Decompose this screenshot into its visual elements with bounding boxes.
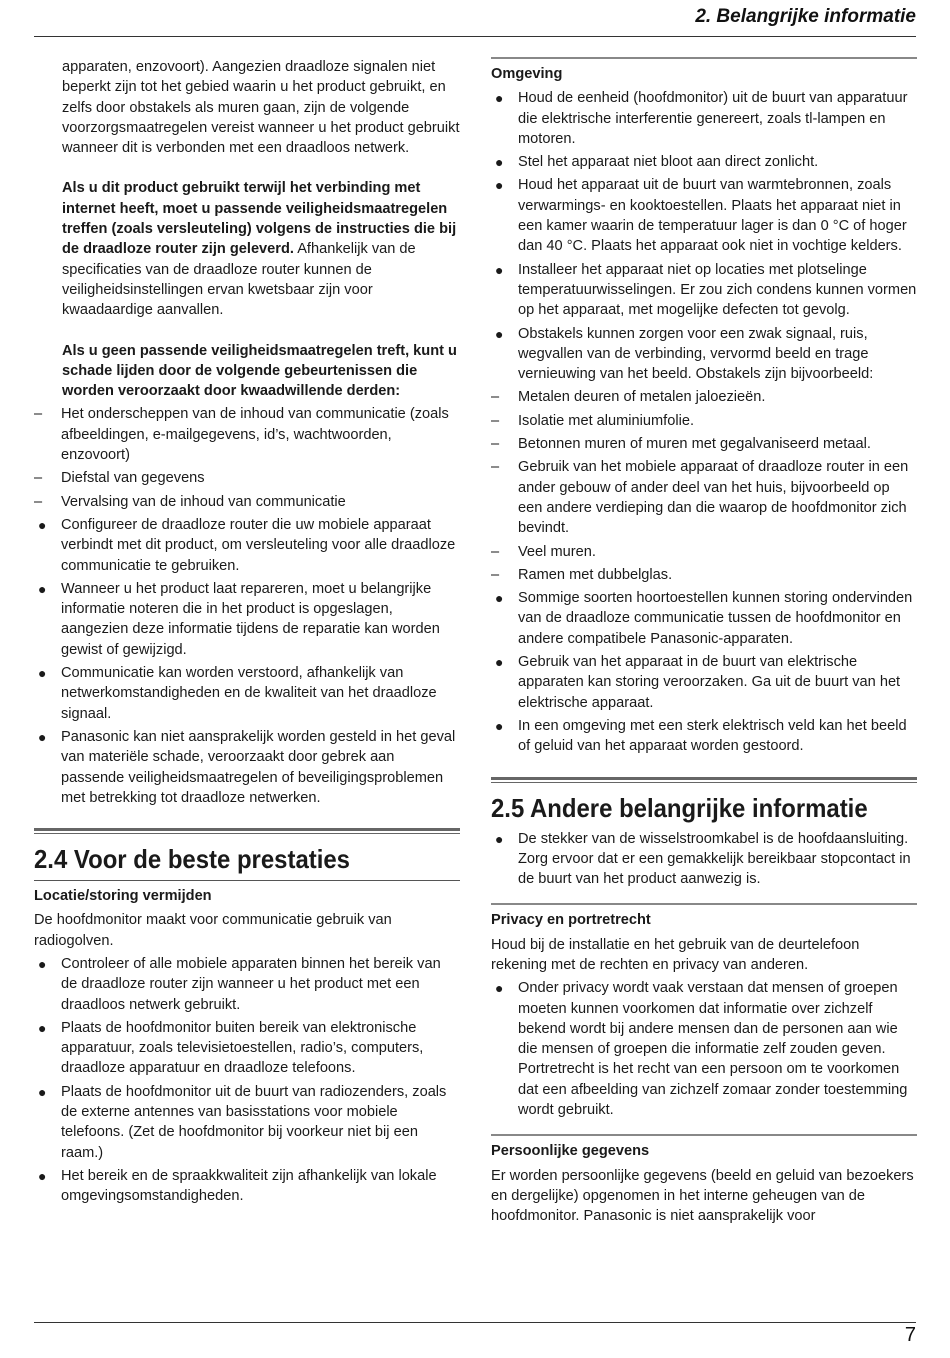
obstacle-dash-list bbox=[491, 387, 917, 585]
risk-dash-list bbox=[34, 404, 460, 511]
footer-rule bbox=[34, 1322, 916, 1323]
privacy-bullet-list bbox=[491, 978, 917, 1120]
dash-item: – Gebruik van het mobiele apparaat of draadloze router in een ander gebouw of ander deel van het huis, bijvoorbeeld op een andere verdieping dan die waarop de hoofdmonitor zich bevindt. bbox=[491, 459, 909, 537]
bullet-item: ● Controleer of alle mobiele apparaten binnen het bereik van de draadloze router zijn wanneer u het product met een draadloos netwerk gebruikt. bbox=[38, 955, 441, 1013]
bullet-item: ● Wanneer u het product laat repareren, moet u belangrijke informatie noteren die in het product is opgeslagen, aangezien deze informatie tijdens de reparatie kan worden gewist of gewijzigd. bbox=[38, 580, 440, 658]
bullet-icon: ● bbox=[495, 980, 504, 997]
dash-item: – Veel muren. bbox=[491, 543, 596, 560]
subsection-rule bbox=[491, 57, 917, 59]
subheading-personal: Persoonlijke gegevens bbox=[491, 1143, 650, 1160]
bullet-icon: ● bbox=[495, 325, 504, 342]
bullet-icon: ● bbox=[495, 90, 504, 107]
bullet-icon: ● bbox=[495, 261, 504, 278]
bullet-icon: ● bbox=[38, 955, 47, 972]
bullet-icon: ● bbox=[38, 1167, 47, 1184]
location-bullet-list bbox=[34, 954, 460, 1207]
bullet-icon: ● bbox=[495, 830, 504, 847]
bullet-item: ● Obstakels kunnen zorgen voor een zwak signaal, ruis, wegvallen van de verbinding, vervormd beeld en trage vernieuwing van het beeld. Obstakels zijn bijvoorbeeld: bbox=[495, 325, 874, 383]
warning-bold-text: Als u dit product gebruikt terwijl het verbinding met internet heeft, moet u passende veiligheidsmaatregelen treffen (zoals versleuteling) volgens de instructies die bij de draadloze router zijn geleverd. bbox=[62, 180, 457, 258]
bullet-item: ● Houd het apparaat uit de buurt van warmtebronnen, zoals verwarmings- en kooktoestellen. Plaats het apparaat niet in een kamer waarin de temperatuur lager is dan 0 °C of hoger dan 40 °C. Plaats het apparaat ook niet in vochtige kelders. bbox=[495, 177, 907, 255]
bullet-item: ● Houd de eenheid (hoofdmonitor) uit de buurt van apparatuur die elektrische interferentie genereert, zoals tl-lampen en motoren. bbox=[495, 90, 908, 147]
bullet-item: ● Plaats de hoofdmonitor uit de buurt van radiozenders, zoals de externe antennes van basisstations voor mobiele telefoons. (Zet de hoofdmonitor bij voorkeur niet bij een raam.) bbox=[38, 1083, 447, 1161]
warning-normal-text: Afhankelijk van de specificaties van de draadloze router kunnen de veiligheidsinstellingen ervan kwetsbaar zijn voor kwaadaardige aanvallen. bbox=[62, 241, 416, 319]
bullet-item: ● Onder privacy wordt vaak verstaan dat mensen of groepen moeten kunnen voorkomen dat informatie over zichzelf bekend wordt bij andere mensen dan de personen aan wie die mensen of groepen die informatie zelf zouden geven. Portretrecht is het recht van een persoon om te voorkomen dat een afbeelding van zichzelf zomaar zonder toestemming wordt gebruikt. bbox=[495, 980, 908, 1119]
bullet-icon: ● bbox=[38, 1083, 47, 1100]
dash-item: – Ramen met dubbelglas. bbox=[491, 566, 673, 583]
bullet-item: ● Het bereik en de spraakkwaliteit zijn afhankelijk van lokale omgevingsomstandigheden. bbox=[38, 1167, 437, 1205]
bullet-icon: ● bbox=[38, 728, 47, 745]
dash-item: – Het onderscheppen van de inhoud van communicatie (zoals afbeeldingen, e-mailgegevens, id’s, wachtwoorden, enzovoort) bbox=[34, 406, 449, 464]
subheading-omgeving: Omgeving bbox=[491, 66, 563, 82]
bullet-icon: ● bbox=[495, 590, 504, 607]
bullet-item: ● In een omgeving met een sterk elektrisch veld kan het beeld of geluid van het apparaat worden gestoord. bbox=[495, 717, 907, 755]
section24-intro: De hoofdmonitor maakt voor communicatie gebruik van radiogolven. bbox=[34, 912, 392, 949]
page-header-title: 2. Belangrijke informatie bbox=[695, 6, 916, 27]
bullet-icon: ● bbox=[495, 654, 504, 671]
risk-paragraph: Als u geen passende veiligheidsmaatregelen treft, kunt u schade lijden door de volgende gebeurtenissen die worden veroorzaakt door kwaadwillende derden: bbox=[62, 342, 457, 400]
bullet-icon: ● bbox=[38, 516, 47, 533]
dash-item: – Vervalsing van de inhoud van communicatie bbox=[34, 493, 346, 510]
section-heading-2-4: 2.4 Voor de beste prestaties bbox=[34, 844, 350, 875]
section-heading-2-5: 2.5 Andere belangrijke informatie bbox=[491, 792, 868, 823]
bullet-icon: ● bbox=[495, 177, 504, 194]
bullet-item: ● Sommige soorten hoortoestellen kunnen storing ondervinden van de draadloze communicatie tussen de hoofdmonitor en andere compatibele Panasonic-apparaten. bbox=[495, 590, 913, 647]
dash-item: – Isolatie met aluminiumfolie. bbox=[491, 412, 695, 429]
left-column bbox=[34, 57, 460, 1207]
section-rule bbox=[491, 777, 917, 780]
bullet-item: ● Plaats de hoofdmonitor buiten bereik van elektronische apparatuur, zoals televisietoestellen, radio’s, computers, draadloze apparatuur en draadloze telefoons. bbox=[38, 1019, 424, 1077]
environment-bullet-list bbox=[491, 88, 917, 384]
subsection-rule bbox=[491, 903, 917, 905]
page-number: 7 bbox=[904, 1324, 916, 1346]
bullet-item: ● Gebruik van het apparaat in de buurt van elektrische apparaten kan storing veroorzaken. Ga uit de buurt van het elektrische apparaat. bbox=[495, 654, 901, 711]
dash-item: – Metalen deuren of metalen jaloezieën. bbox=[491, 389, 766, 406]
bullet-icon: ● bbox=[38, 580, 47, 597]
subheading-locatie: Locatie/storing vermijden bbox=[34, 888, 212, 905]
privacy-intro: Houd bij de installatie en het gebruik van de deurtelefoon rekening met de rechten en privacy van anderen. bbox=[491, 936, 860, 973]
security-bullet-list bbox=[34, 515, 460, 808]
subsection-rule bbox=[491, 1134, 917, 1136]
bullet-icon: ● bbox=[495, 717, 504, 734]
environment-bullet-list-2 bbox=[491, 588, 917, 756]
bullet-item: ● Installeer het apparaat niet op locaties met plotselinge temperatuurwisselingen. Er zou zich condens kunnen vormen op het apparaat, met mogelijke defecten tot gevolg. bbox=[495, 261, 917, 319]
plug-bullet-list bbox=[491, 829, 917, 890]
personal-intro: Er worden persoonlijke gegevens (beeld en geluid van bezoekers en dergelijke) opgenomen in het interne geheugen van de hoofdmonitor. Panasonic is niet aansprakelijk voor bbox=[491, 1167, 914, 1225]
bullet-item: ● Stel het apparaat niet bloot aan direct zonlicht. bbox=[491, 152, 917, 172]
dash-item: – Diefstal van gegevens bbox=[34, 470, 205, 487]
subheading-privacy: Privacy en portretrecht bbox=[491, 912, 651, 929]
dash-item: – Betonnen muren of muren met gegalvaniseerd metaal. bbox=[491, 436, 871, 453]
section-rule bbox=[34, 828, 460, 831]
header-rule bbox=[34, 36, 916, 37]
right-column bbox=[491, 57, 917, 1227]
bullet-item: ● De stekker van de wisselstroomkabel is de hoofdaansluiting. Zorg ervoor dat er een gemakkelijk bereikbaar stopcontact in de buurt van het product aanwezig is. bbox=[495, 830, 911, 888]
bullet-item: ● Communicatie kan worden verstoord, afhankelijk van netwerkomstandigheden en de kwaliteit van het draadloze signaal. bbox=[38, 665, 437, 722]
intro-paragraph: apparaten, enzovoort). Aangezien draadloze signalen niet beperkt zijn tot het gebied waarin u het product gebruikt, en zelfs door obstakels als muren gaan, zijn de volgende voorzorgsmaatregelen vereist wanneer u het product gebruikt wanneer dit is verbonden met een draadloos netwerk. bbox=[62, 59, 460, 157]
bullet-icon: ● bbox=[38, 665, 47, 682]
bullet-item: ● Panasonic kan niet aansprakelijk worden gesteld in het geval van materiële schade, veroorzaakt door gebrek aan passende veiligheidsmaatregelen of beveiligingsproblemen met betrekking tot draadloze netwerken. bbox=[38, 728, 456, 806]
bullet-icon: ● bbox=[38, 1019, 47, 1036]
bullet-icon: ● bbox=[495, 154, 504, 171]
warning-paragraph bbox=[34, 178, 460, 320]
bullet-item: ● Configureer de draadloze router die uw mobiele apparaat verbindt met dit product, om versleuteling voor alle draadloze communicatie te gebruiken. bbox=[38, 516, 456, 574]
